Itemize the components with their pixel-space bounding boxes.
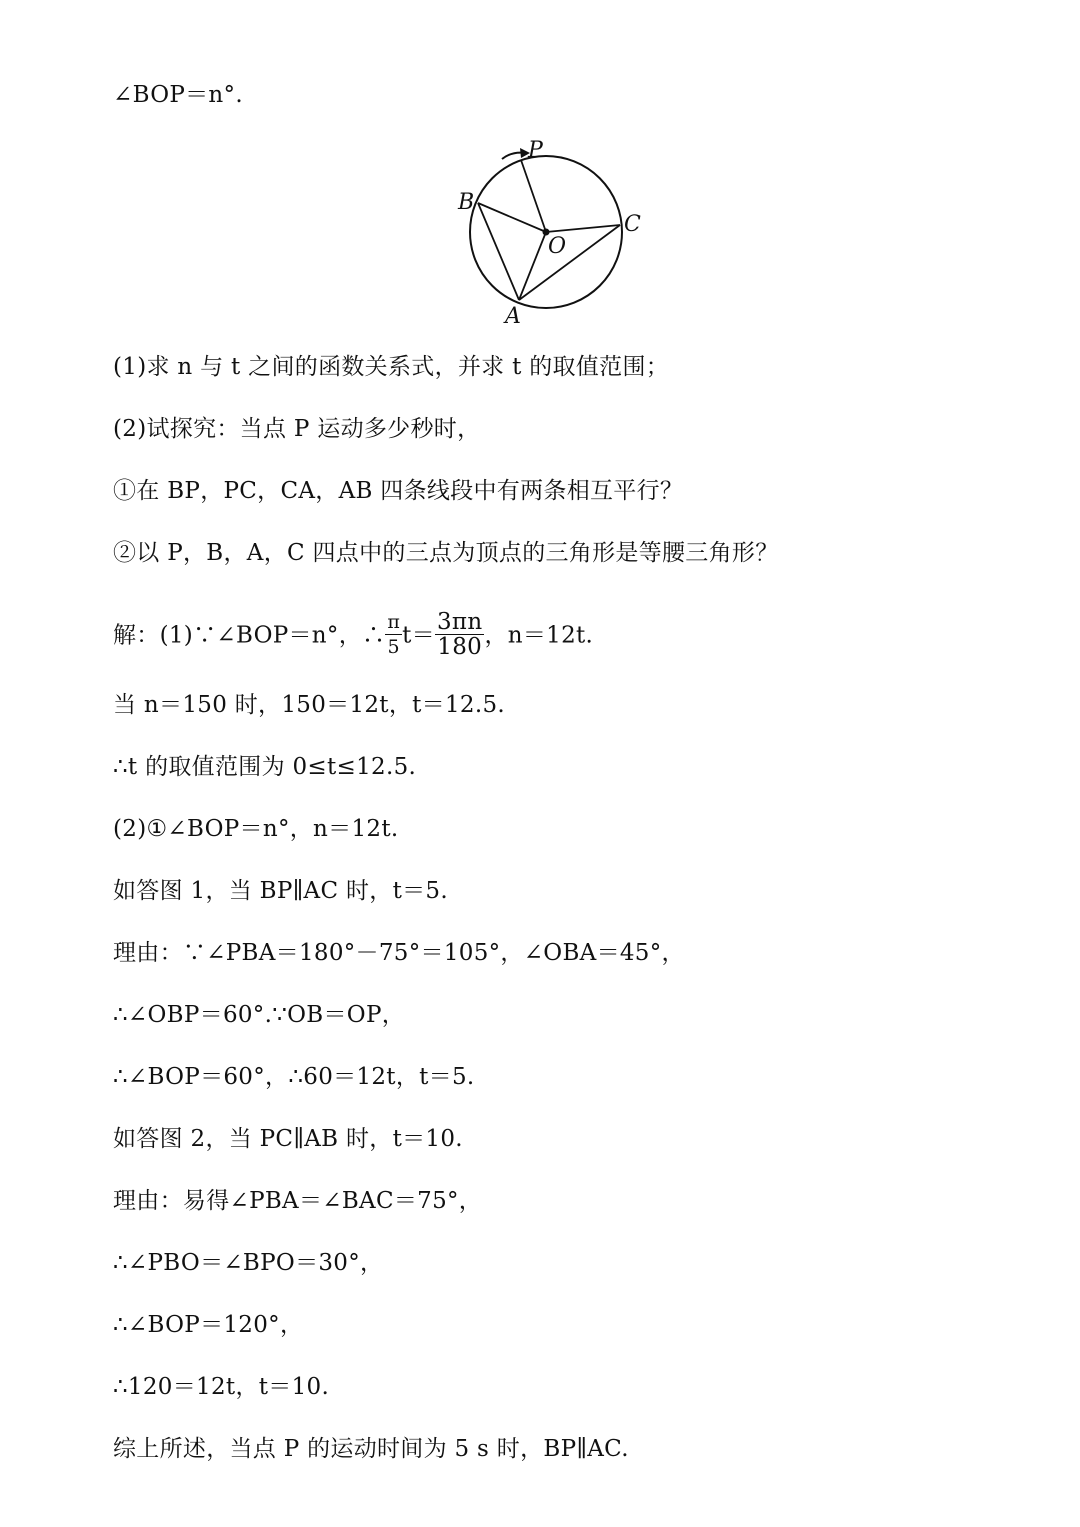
label-c: C [624, 212, 641, 237]
label-a: A [505, 304, 521, 329]
solution-line-13: ∴120＝12t，t＝10. [113, 1374, 330, 1400]
segment-oc [546, 225, 620, 232]
question-part-2: (2)试探究：当点 P 运动多少秒时， [113, 416, 481, 442]
circle-diagram [440, 135, 660, 330]
fraction-pi-over-5 [385, 610, 402, 659]
solution-line-11: ∴∠PBO＝∠BPO＝30°， [113, 1250, 384, 1276]
fraction-1-numerator: π [387, 611, 401, 633]
solution-line-12: ∴∠BOP＝120°， [113, 1312, 304, 1338]
fraction-1-denominator: 5 [387, 636, 400, 658]
solution-line-6: 理由：∵∠PBA＝180°－75°＝105°，∠OBA＝45°， [113, 940, 685, 966]
solution-line-2: 当 n＝150 时，150＝12t，t＝12.5. [113, 692, 506, 718]
solution-line-5: 如答图 1，当 BP∥AC 时，t＝5. [113, 878, 448, 904]
fraction-3pin-over-180 [435, 610, 484, 659]
solution-line-8: ∴∠BOP＝60°，∴60＝12t，t＝5. [113, 1064, 475, 1090]
solution-line-9: 如答图 2，当 PC∥AB 时，t＝10. [113, 1126, 463, 1152]
question-part-2-sub-2: ②以 P，B，A，C 四点中的三点为顶点的三角形是等腰三角形？ [113, 540, 779, 566]
label-o: O [548, 234, 567, 259]
fraction-2-numerator: 3πn [436, 609, 483, 635]
segment-op [521, 160, 546, 232]
circle-figure [440, 135, 660, 330]
question-part-1: (1)求 n 与 t 之间的函数关系式，并求 t 的取值范围； [113, 354, 670, 380]
solution-line-1-start: 解：(1)∵∠BOP＝n°，∴ [113, 622, 386, 649]
text-line-angle-bop: ∠BOP＝n°. [113, 82, 243, 108]
solution-line-7: ∴∠OBP＝60°.∵OB＝OP， [113, 1002, 406, 1028]
fraction-2-denominator: 180 [437, 634, 483, 660]
label-b: B [458, 190, 475, 215]
solution-line-4: (2)①∠BOP＝n°，n＝12t. [113, 816, 399, 842]
solution-line-1-end: ，n＝12t. [484, 622, 594, 649]
label-p: P [528, 138, 543, 163]
question-part-2-sub-1: ①在 BP，PC，CA，AB 四条线段中有两条相互平行？ [113, 478, 684, 504]
solution-line-1 [113, 609, 594, 661]
solution-line-3: ∴t 的取值范围为 0≤t≤12.5. [113, 754, 417, 780]
solution-line-1-middle: t＝ [402, 622, 435, 649]
solution-line-10: 理由：易得∠PBA＝∠BAC＝75°， [113, 1188, 483, 1214]
solution-conclusion: 综上所述，当点 P 的运动时间为 5 s 时，BP∥AC. [113, 1436, 629, 1462]
